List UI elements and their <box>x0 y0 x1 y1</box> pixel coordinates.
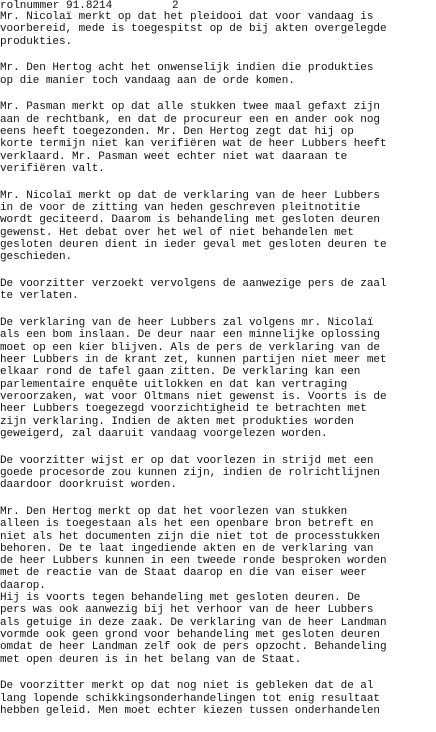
text-line: elkaar rond de tafel gaan zitten. De verklaring kan een <box>0 366 361 379</box>
text-line: voorbereid, mede is toegespitst op de bij akten overgelegde <box>0 23 387 36</box>
text-line: heer Lubbers in de krant zet, kunnen partijen niet meer met <box>0 354 387 367</box>
paragraph <box>0 190 436 264</box>
text-line: De voorzitter merkt op dat nog niet is gebleken dat de al <box>0 680 374 693</box>
text-line: gesloten deuren dient in ieder geval met gesloten deuren te <box>0 238 387 251</box>
text-line: daardoor doorkruist worden. <box>0 479 177 492</box>
paragraph <box>0 278 436 303</box>
text-line: behoren. De te laat ingediende akten en de verklaring van <box>0 542 374 555</box>
text-line: goede procesorde zou kunnen zijn, indien de rolrichtlijnen <box>0 466 380 479</box>
page-number: 2 <box>172 0 179 12</box>
text-line: vormde ook geen grond voor behandeling met gesloten deuren <box>0 628 380 641</box>
text-line: met open deuren is in het belang van de Staat. <box>0 653 302 666</box>
text-line: zijn verklaring. Indien de akten met produkties worden <box>0 415 354 428</box>
document-body <box>0 11 436 732</box>
text-line: Mr. Nicolaï merkt op dat het pleidooi dat voor vandaag is <box>0 11 374 23</box>
text-line: Mr. Nicolaï merkt op dat de verklaring van de heer Lubbers <box>0 189 380 202</box>
text-line: moet op een kier blijven. Als de pers de verklaring van de <box>0 341 380 354</box>
text-line: hebben geleid. Men moet echter kiezen tussen onderhandelen <box>0 704 380 717</box>
text-line: gewenst. Het debat over het wel of niet behandelen met <box>0 226 354 239</box>
text-line: De verklaring van de heer Lubbers zal volgens mr. Nicolaï <box>0 317 374 330</box>
text-line: parlementaire enquête uitlokken en dat kan vertraging <box>0 378 348 391</box>
text-line: daarop. <box>0 579 46 592</box>
text-line: Hij is voorts tegen behandeling met gesloten deuren. De <box>0 592 361 605</box>
file-number: rolnummer 91.8214 <box>0 0 113 12</box>
paragraph <box>0 455 436 492</box>
text-line: wordt geciteerd. Daarom is behandeling met gesloten deuren <box>0 214 380 227</box>
text-line: aan de rechtbank, en dat de procureur een en ander ook nog <box>0 113 380 126</box>
paragraph <box>0 317 436 440</box>
text-line: te verlaten. <box>0 290 79 303</box>
paragraph <box>0 506 436 666</box>
text-line: op die manier toch vandaag aan de orde komen. <box>0 74 295 87</box>
text-line: verklaard. Mr. Pasman weet echter niet wat daaraan te <box>0 150 348 163</box>
text-line: eens heeft toegezonden. Mr. Den Hertog zegt dat hij op <box>0 126 354 139</box>
text-line: produkties. <box>0 35 73 48</box>
text-line: verifiëren valt. <box>0 162 105 175</box>
text-line: Mr. Den Hertog merkt op dat het voorlezen van stukken <box>0 506 348 518</box>
text-line: heer Lubbers toegezegd voorzichtigheid te betrachten met <box>0 403 367 416</box>
text-line: alleen is toegestaan als het een openbare bron betreft en <box>0 518 374 531</box>
text-line: als een bom inslaan. De deur naar een minnelijke oplossing <box>0 329 380 342</box>
text-line: omdat de heer Landman zelf ook de pers opzocht. Behandeling <box>0 641 387 654</box>
text-line: niet als het documenten zijn die niet tot de processtukken <box>0 530 380 543</box>
text-line: geweigerd, zal daaruit vandaag voorgelezen worden. <box>0 427 328 440</box>
paragraph <box>0 101 436 175</box>
text-line: als getuige in deze zaak. De verklaring van de heer Landman <box>0 616 387 629</box>
text-line: De voorzitter wijst er op dat voorlezen in strijd met een <box>0 454 374 467</box>
text-line: met de reactie van de Staat daarop en die van eiser weer <box>0 567 367 580</box>
paragraph <box>0 11 436 48</box>
text-line: de heer Lubbers kunnen in een tweede ronde besproken worden <box>0 555 387 568</box>
text-line: Mr. Pasman merkt op dat alle stukken twee maal gefaxt zijn <box>0 101 380 114</box>
text-line: in de voor de zitting van heden geschreven pleitnotitie <box>0 202 361 215</box>
text-line: pers was ook aanwezig bij het verhoor van de heer Lubbers <box>0 604 374 617</box>
paragraph <box>0 62 436 87</box>
text-line: korte termijn niet kan verifiëren wat de heer Lubbers heeft <box>0 138 387 151</box>
text-line: Mr. Den Hertog acht het onwenselijk indien die produkties <box>0 62 374 75</box>
text-line: De voorzitter verzoekt vervolgens de aanwezige pers de zaal <box>0 278 387 291</box>
text-line: veroorzaken, wat voor Oltmans niet gewenst is. Voorts is de <box>0 390 387 403</box>
paragraph <box>0 680 436 717</box>
text-line: lang lopende schikkingsonderhandelingen tot enig resultaat <box>0 692 380 705</box>
text-line: geschieden. <box>0 251 73 264</box>
